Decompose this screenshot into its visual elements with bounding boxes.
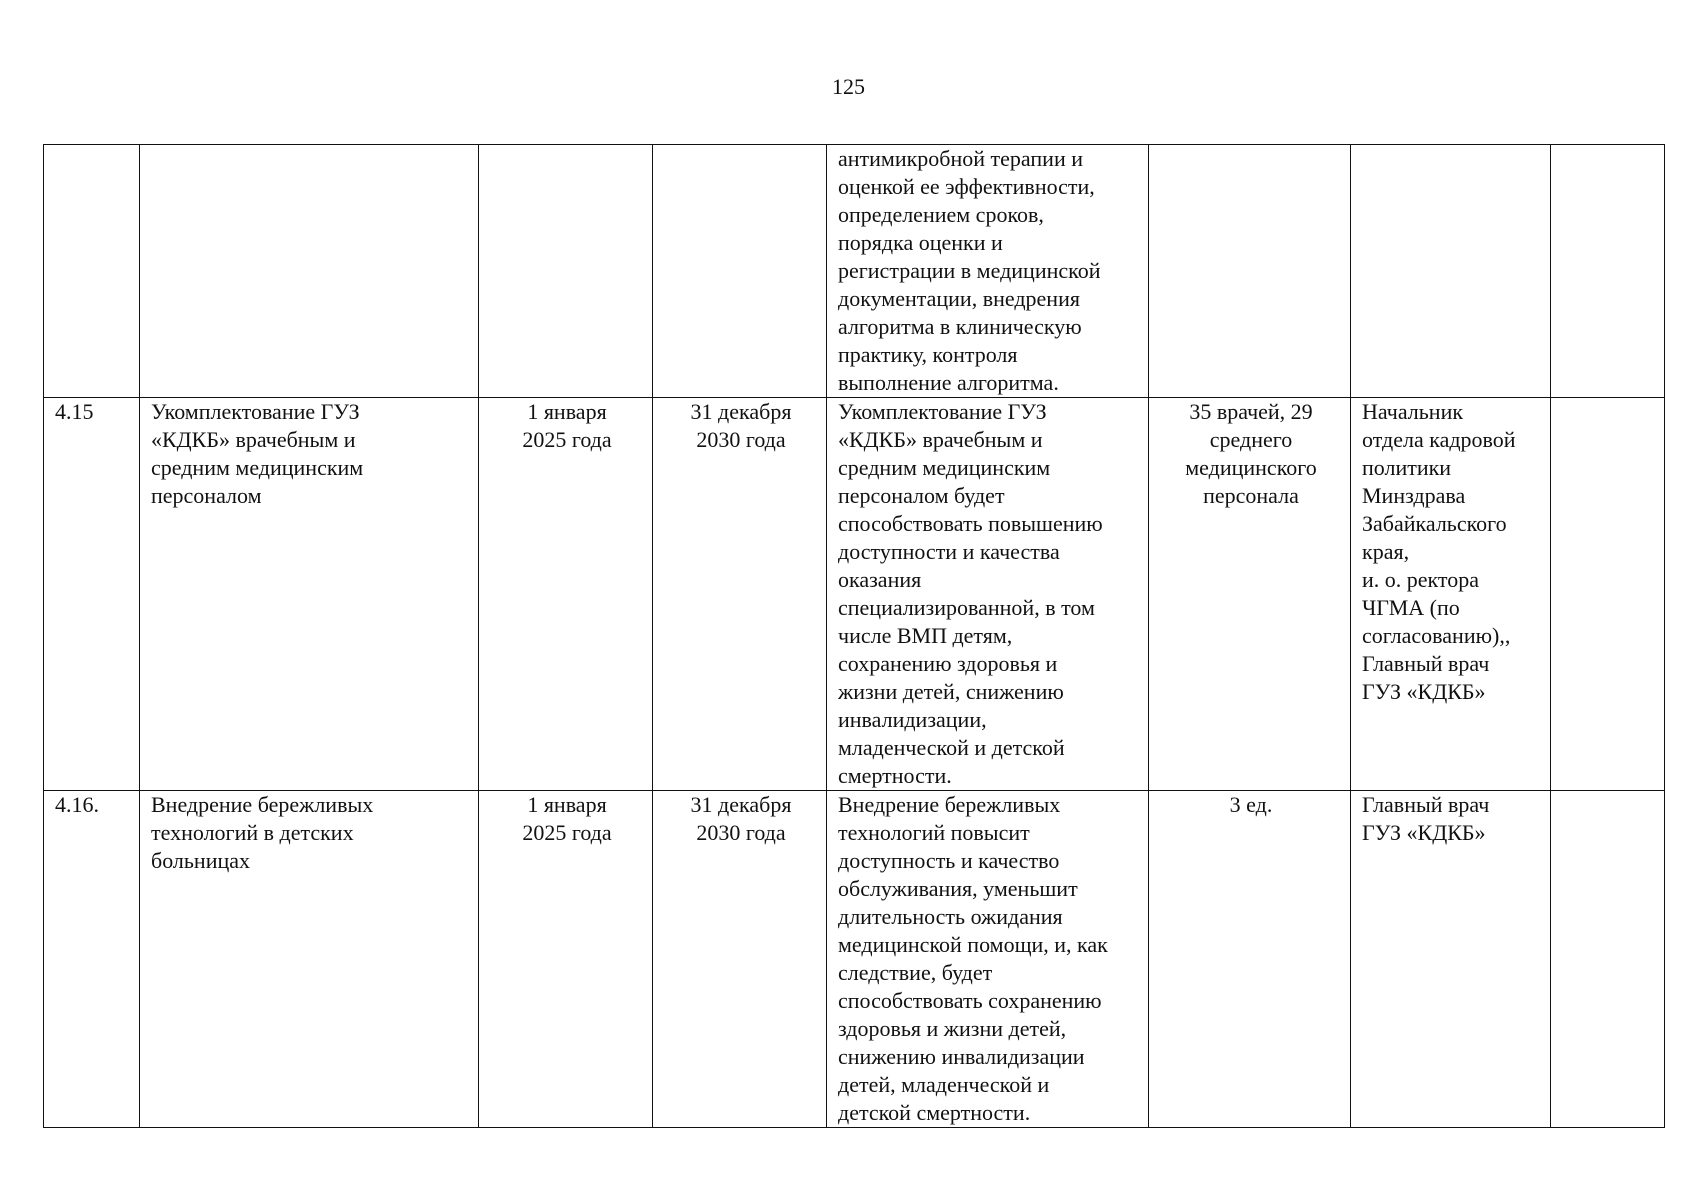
cell-number: 4.16. [44, 791, 140, 1128]
cell-number [44, 145, 140, 398]
table-row [44, 145, 1665, 398]
cell-responsible: Начальник отдела кадровой политики Минздрава Забайкальского края, и. о. ректора ЧГМА (по согласованию),, Главный врач ГУЗ «КДКБ» [1351, 398, 1551, 791]
cell-measure-name [140, 145, 479, 398]
cell-extra [1551, 145, 1665, 398]
cell-indicator: 3 ед. [1149, 791, 1351, 1128]
table-row [44, 398, 1665, 791]
cell-extra [1551, 398, 1665, 791]
cell-measure-name: Укомплектование ГУЗ «КДКБ» врачебным и средним медицинским персоналом [140, 398, 479, 791]
cell-start-date: 1 января 2025 года [479, 791, 653, 1128]
cell-responsible: Главный врач ГУЗ «КДКБ» [1351, 791, 1551, 1128]
page-number: 125 [832, 74, 865, 99]
cell-indicator: 35 врачей, 29 среднего медицинского персонала [1149, 398, 1351, 791]
cell-expected-result: Внедрение бережливых технологий повысит доступность и качество обслуживания, уменьшит длительность ожидания медицинской помощи, и, как следствие, будет способствовать сохранению здоровья и жизни детей, снижению инвалидизации детей, младенческой и детской смертности. [827, 791, 1149, 1128]
cell-end-date [653, 145, 827, 398]
cell-start-date [479, 145, 653, 398]
cell-measure-name: Внедрение бережливых технологий в детских больницах [140, 791, 479, 1128]
cell-end-date: 31 декабря 2030 года [653, 398, 827, 791]
cell-expected-result: Укомплектование ГУЗ «КДКБ» врачебным и средним медицинским персоналом будет способствовать повышению доступности и качества оказания специализированной, в том числе ВМП детям, сохранению здоровья и жизни детей, снижению инвалидизации, младенческой и детской смертности. [827, 398, 1149, 791]
cell-end-date: 31 декабря 2030 года [653, 791, 827, 1128]
cell-expected-result: антимикробной терапии и оценкой ее эффективности, определением сроков, порядка оценки и регистрации в медицинской документации, внедрения алгоритма в клиническую практику, контроля выполнение алгоритма. [827, 145, 1149, 398]
measures-table [43, 144, 1665, 1128]
table-row [44, 791, 1665, 1128]
cell-indicator [1149, 145, 1351, 398]
cell-number: 4.15 [44, 398, 140, 791]
cell-start-date: 1 января 2025 года [479, 398, 653, 791]
cell-responsible [1351, 145, 1551, 398]
cell-extra [1551, 791, 1665, 1128]
